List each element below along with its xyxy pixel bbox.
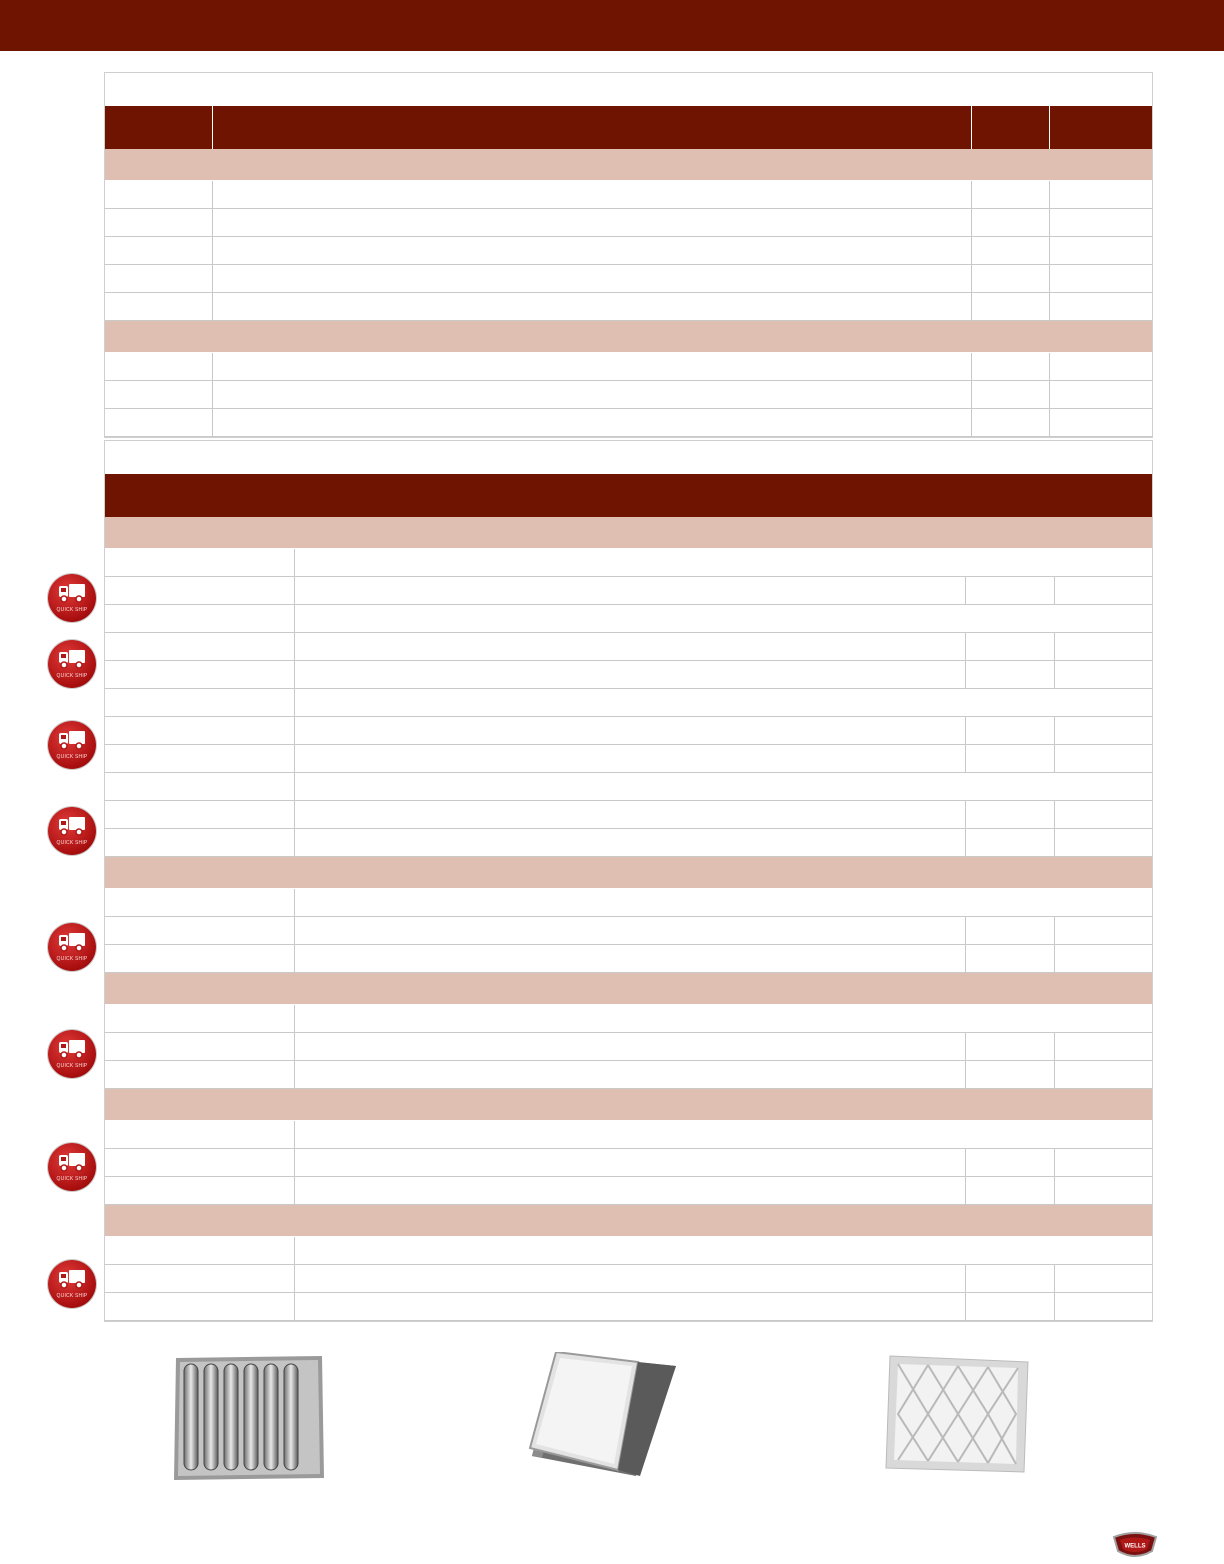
table-cell (295, 661, 966, 689)
table-cell (105, 661, 295, 689)
header-band (0, 0, 1224, 51)
section-row (105, 1205, 1152, 1237)
table-cell (295, 829, 966, 857)
quick-ship-badge (48, 1143, 96, 1191)
quick-ship-badge (48, 640, 96, 688)
table-cell (105, 829, 295, 857)
table-cell (1055, 1061, 1152, 1089)
table-cell (105, 1177, 295, 1205)
table-cell (105, 353, 213, 381)
table-cell (105, 265, 213, 293)
column-header (213, 106, 972, 149)
table-cell (966, 945, 1055, 973)
section-row (105, 973, 1152, 1005)
quick-ship-label: QUICK SHIP (56, 673, 88, 679)
quick-ship-badge (48, 1030, 96, 1078)
table-cell (972, 237, 1050, 265)
column-header (972, 106, 1050, 149)
table-cell (213, 265, 972, 293)
table-cell (972, 209, 1050, 237)
table-cell (1055, 917, 1152, 945)
quick-ship-label: QUICK SHIP (56, 840, 88, 846)
table-cell (1055, 717, 1152, 745)
table-cell (295, 1237, 1152, 1265)
quick-ship-badge (48, 721, 96, 769)
table-cell (972, 293, 1050, 321)
table-cell (966, 1061, 1055, 1089)
quick-ship-label: QUICK SHIP (56, 1176, 88, 1182)
table-cell (105, 945, 295, 973)
truck-icon (58, 1039, 86, 1059)
table-cell (105, 409, 213, 437)
quick-ship-badge (48, 574, 96, 622)
truck-icon (58, 730, 86, 750)
table-cell (966, 829, 1055, 857)
table-cell (1055, 661, 1152, 689)
table-cell (295, 689, 1152, 717)
table-cell (295, 605, 1152, 633)
table-cell (1050, 353, 1152, 381)
table-cell (105, 1005, 295, 1033)
table-cell (295, 1061, 966, 1089)
table-cell (1055, 1177, 1152, 1205)
quick-ship-label: QUICK SHIP (56, 1063, 88, 1069)
quick-ship-label: QUICK SHIP (56, 956, 88, 962)
baffle-grease-filter-image (172, 1356, 326, 1485)
table-cell (213, 409, 972, 437)
table-cell (1055, 801, 1152, 829)
quick-ship-label: QUICK SHIP (56, 754, 88, 760)
box-filter-image (528, 1352, 676, 1483)
table-cell (972, 265, 1050, 293)
section-row (105, 517, 1152, 549)
table-cell (1055, 1293, 1152, 1321)
table-cell (966, 801, 1055, 829)
table-cell (213, 181, 972, 209)
table-cell (295, 1033, 966, 1061)
table-cell (1055, 577, 1152, 605)
table-cell (1055, 945, 1152, 973)
table-cell (105, 577, 295, 605)
parts-table-2 (104, 440, 1153, 1322)
table-cell (105, 237, 213, 265)
table-cell (1055, 633, 1152, 661)
quick-ship-label: QUICK SHIP (56, 607, 88, 613)
table-cell (295, 889, 1152, 917)
table-cell (105, 1061, 295, 1089)
table-cell (105, 209, 213, 237)
table-cell (295, 1149, 966, 1177)
table-cell (295, 1005, 1152, 1033)
section-row (105, 1089, 1152, 1121)
table-cell (105, 1033, 295, 1061)
table-cell (966, 717, 1055, 745)
table-cell (105, 745, 295, 773)
table-cell (1055, 829, 1152, 857)
column-header (105, 106, 213, 149)
table-cell (295, 633, 966, 661)
table-cell (105, 549, 295, 577)
table-cell (105, 605, 295, 633)
table-cell (966, 1177, 1055, 1205)
table-cell (966, 1149, 1055, 1177)
pleated-air-filter-image (884, 1354, 1032, 1481)
table-cell (1055, 745, 1152, 773)
table-cell (295, 1121, 1152, 1149)
parts-table-1 (104, 72, 1153, 438)
table-cell (105, 689, 295, 717)
table-cell (295, 1293, 966, 1321)
table-cell (105, 1121, 295, 1149)
table-cell (213, 381, 972, 409)
table-cell (105, 917, 295, 945)
table-cell (1050, 293, 1152, 321)
table-cell (1050, 209, 1152, 237)
truck-icon (58, 649, 86, 669)
section-row (105, 321, 1152, 353)
table-cell (105, 381, 213, 409)
table-cell (966, 917, 1055, 945)
table-cell (213, 293, 972, 321)
table-cell (213, 237, 972, 265)
table-cell (105, 717, 295, 745)
table-cell (105, 181, 213, 209)
table-cell (966, 1033, 1055, 1061)
table-cell (1055, 1265, 1152, 1293)
table-cell (1050, 409, 1152, 437)
table-cell (295, 549, 1152, 577)
table-cell (213, 353, 972, 381)
table-cell (966, 661, 1055, 689)
table-cell (295, 945, 966, 973)
section-row (105, 149, 1152, 181)
svg-text:WELLS: WELLS (1124, 1543, 1146, 1550)
table-cell (295, 1177, 966, 1205)
table-cell (105, 1293, 295, 1321)
table-cell (972, 409, 1050, 437)
quick-ship-badge (48, 807, 96, 855)
section-row (105, 857, 1152, 889)
truck-icon (58, 1269, 86, 1289)
table-cell (105, 633, 295, 661)
column-header (1050, 106, 1152, 149)
table-cell (966, 1265, 1055, 1293)
table-cell (1050, 237, 1152, 265)
table-cell (105, 1265, 295, 1293)
truck-icon (58, 932, 86, 952)
table-cell (105, 293, 213, 321)
table-cell (966, 745, 1055, 773)
column-header (966, 474, 1055, 517)
table-cell (1055, 1149, 1152, 1177)
table-cell (972, 381, 1050, 409)
table-cell (295, 577, 966, 605)
table-cell (966, 1293, 1055, 1321)
table-cell (295, 717, 966, 745)
table-title-area (105, 441, 1152, 474)
quick-ship-badge (48, 1260, 96, 1308)
table-cell (105, 1149, 295, 1177)
table-cell (105, 1237, 295, 1265)
column-header (1055, 474, 1152, 517)
table-cell (295, 1265, 966, 1293)
table-cell (966, 633, 1055, 661)
truck-icon (58, 816, 86, 836)
table-cell (1050, 265, 1152, 293)
table-cell (295, 801, 966, 829)
table-cell (213, 209, 972, 237)
table-cell (966, 577, 1055, 605)
column-header (105, 474, 295, 517)
column-header (295, 474, 966, 517)
quick-ship-label: QUICK SHIP (56, 1293, 88, 1299)
table-cell (1050, 381, 1152, 409)
table-title-area (105, 73, 1152, 106)
table-cell (1050, 181, 1152, 209)
quick-ship-badge (48, 923, 96, 971)
truck-icon (58, 1152, 86, 1172)
table-cell (105, 773, 295, 801)
table-cell (972, 353, 1050, 381)
wells-logo (1112, 1531, 1158, 1564)
table-cell (972, 181, 1050, 209)
table-cell (295, 773, 1152, 801)
table-cell (295, 917, 966, 945)
table-cell (105, 801, 295, 829)
table-cell (105, 889, 295, 917)
truck-icon (58, 583, 86, 603)
table-cell (295, 745, 966, 773)
table-cell (1055, 1033, 1152, 1061)
